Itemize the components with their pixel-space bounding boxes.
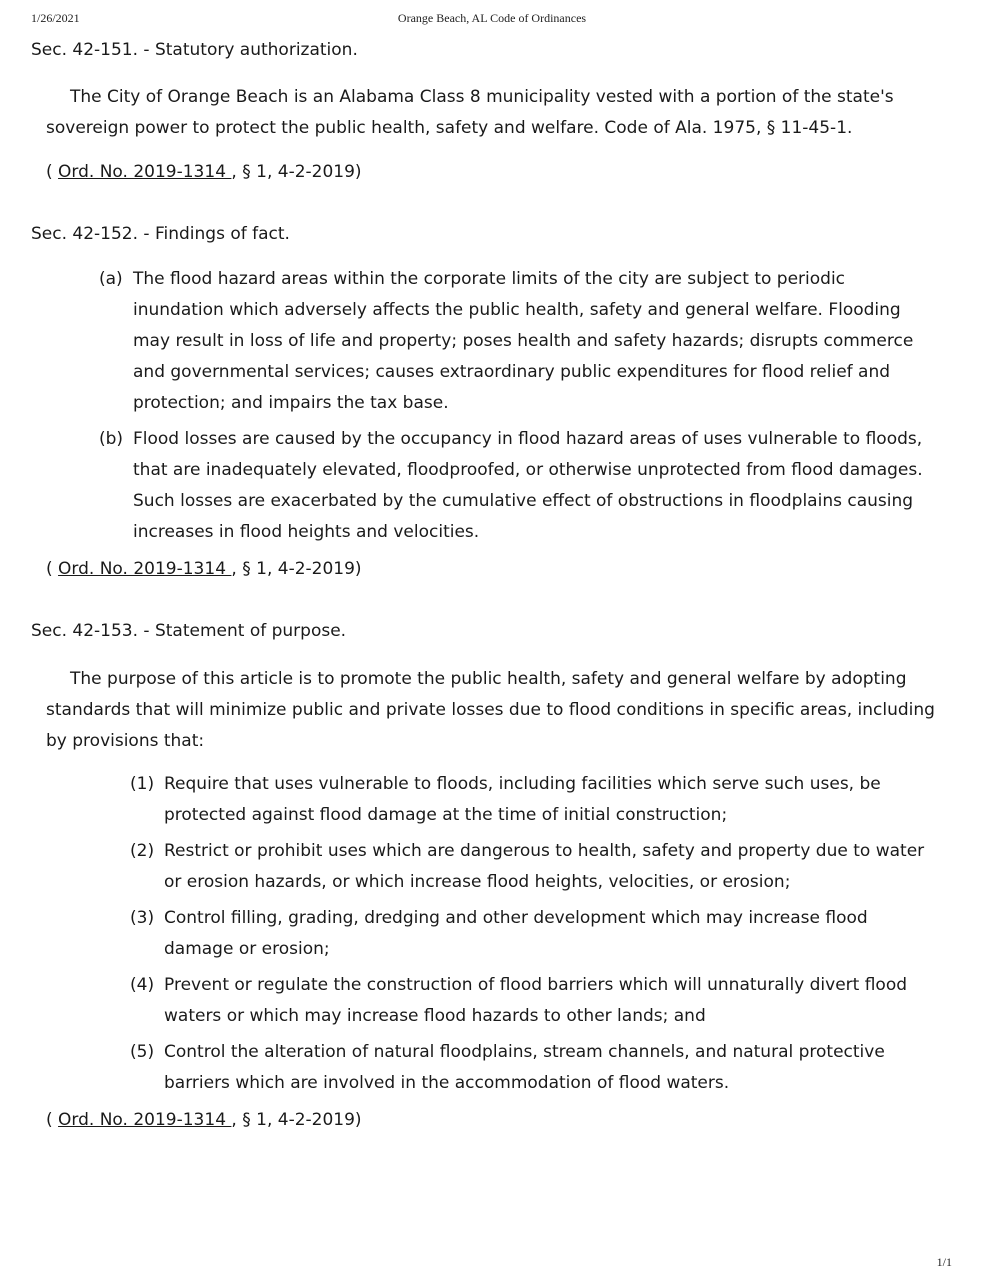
list-item-text: Control filling, grading, dredging and other development which may increase flood damage or erosion;: [164, 908, 868, 959]
list-item-label: (5): [130, 1042, 155, 1062]
list-item-text: Require that uses vulnerable to floods, including facilities which serve such uses, be protected against flood damage at the time of initial construction;: [164, 774, 881, 825]
list-item-label: (a): [99, 269, 123, 289]
history-prefix: (: [46, 1110, 59, 1130]
list-item-text: Prevent or regulate the construction of flood barriers which will unnaturally divert flood waters or which may increase flood hazards to other lands; and: [164, 975, 908, 1026]
list-item-text: Restrict or prohibit uses which are dangerous to health, safety and property due to water or erosion hazards, or which increase flood heights, velocities, or erosion;: [164, 841, 925, 892]
list-item-label: (b): [99, 429, 124, 449]
list-item: [130, 769, 942, 831]
section-title-42-151: Sec. 42-151. - Statutory authorization.: [31, 40, 358, 60]
history-suffix: , § 1, 4-2-2019): [231, 162, 362, 182]
list-item-label: (3): [130, 908, 155, 928]
section-42-151-history: [46, 161, 362, 183]
section-42-153-paragraph: The purpose of this article is to promote the public health, safety and general welfare by adopting standards that will minimize public and private losses due to flood conditions in specific areas, including by provisions that:: [46, 669, 935, 751]
ordinance-link[interactable]: Ord. No. 2019-1314: [58, 162, 232, 182]
ordinance-link[interactable]: Ord. No. 2019-1314: [58, 559, 232, 579]
section-42-152-history: [46, 558, 362, 580]
list-item-text: Flood losses are caused by the occupancy in flood hazard areas of uses vulnerable to floods, that are inadequately elevated, floodproofed, or otherwise unprotected from flood damages. Such losses are exacerbated by the cumulative effect of obstructions in floodplains causing increases in flood heights and velocities.: [133, 429, 923, 542]
list-item-label: (1): [130, 774, 155, 794]
history-suffix: , § 1, 4-2-2019): [231, 1110, 362, 1130]
list-item: [130, 970, 942, 1032]
list-item-text: Control the alteration of natural floodplains, stream channels, and natural protective barriers which are involved in the accommodation of flood waters.: [164, 1042, 885, 1093]
list-item: [99, 264, 941, 419]
section-title-42-153: Sec. 42-153. - Statement of purpose.: [31, 621, 347, 641]
section-42-151-paragraph: The City of Orange Beach is an Alabama Class 8 municipality vested with a portion of the state's sovereign power to protect the public health, safety and welfare. Code of Ala. 1975, § 11-45-1.: [46, 87, 894, 138]
section-42-153-history: [46, 1109, 362, 1131]
ordinance-link[interactable]: Ord. No. 2019-1314: [58, 1110, 232, 1130]
list-item-text: The flood hazard areas within the corporate limits of the city are subject to periodic inundation which adversely affects the public health, safety and general welfare. Flooding may result in loss of life and property; poses health and safety hazards; disrupts commerce and governmental services; causes extraordinary public expenditures for flood relief and protection; and impairs the tax base.: [133, 269, 914, 413]
list-item: [130, 1037, 942, 1099]
list-item: [130, 903, 942, 965]
page-number: 1/1: [936, 1255, 952, 1269]
list-item-label: (4): [130, 975, 155, 995]
document-title: Orange Beach, AL Code of Ordinances: [397, 11, 587, 25]
history-prefix: (: [46, 162, 59, 182]
history-suffix: , § 1, 4-2-2019): [231, 559, 362, 579]
list-item-label: (2): [130, 841, 155, 861]
list-item: [99, 424, 941, 548]
print-date: 1/26/2021: [31, 11, 80, 25]
history-prefix: (: [46, 559, 59, 579]
section-title-42-152: Sec. 42-152. - Findings of fact.: [31, 224, 290, 244]
list-item: [130, 836, 942, 898]
